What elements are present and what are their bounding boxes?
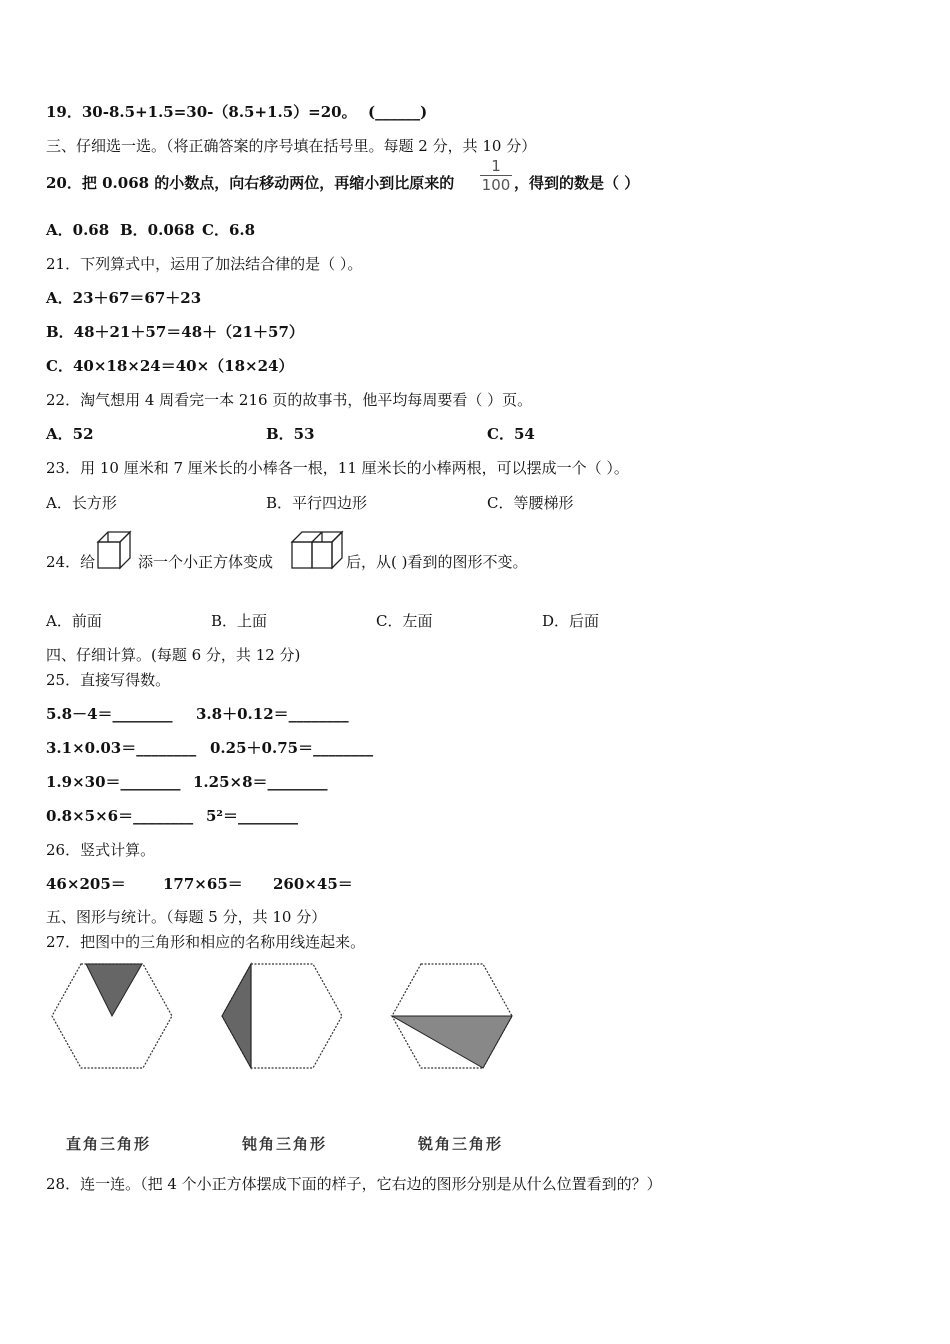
hexagon-figure-2 [220, 962, 344, 1070]
q24-option-b[interactable]: B．上面 [211, 612, 268, 630]
label-right-triangle: 直角三角形 [66, 1135, 152, 1153]
q24-option-d[interactable]: D．后面 [542, 612, 600, 630]
hexagon-figure-3 [390, 962, 514, 1070]
q27-text: 27．把图中的三角形和相应的名称用线连起来。 [46, 933, 366, 951]
label-obtuse-triangle: 钝角三角形 [242, 1135, 328, 1153]
q25-item[interactable]: 1.25×8＝________ [193, 773, 328, 791]
q23-option-a[interactable]: A．长方形 [46, 494, 117, 512]
q20-option-b[interactable]: B．0.068 [120, 221, 195, 239]
cube-two-figure [96, 528, 136, 570]
q28-text: 28．连一连。（把 4 个小正方体摆成下面的样子，它右边的图形分别是从什么位置看到的？） [46, 1175, 662, 1193]
q22-option-c[interactable]: C．54 [487, 425, 535, 443]
q20-option-c[interactable]: C．6.8 [202, 221, 256, 239]
q21-option-c[interactable]: C．40×18×24＝40×（18×24） [46, 357, 294, 375]
hexagon-figure-1 [50, 962, 174, 1070]
q20-text-after: ，得到的数是（ ） [514, 174, 640, 192]
section5-heading: 五、图形与统计。（每题 5 分，共 10 分） [46, 908, 327, 926]
q22-option-a[interactable]: A．52 [46, 425, 94, 443]
q19-answer-blank[interactable]: (______) [368, 103, 428, 121]
q20-fraction-numerator: 1 [491, 157, 501, 175]
q24-text-part3: 后，从( )看到的图形不变。 [346, 553, 528, 571]
q25-item[interactable]: 3.8＋0.12＝________ [196, 705, 349, 723]
q26-item[interactable]: 177×65＝ [163, 875, 243, 893]
q24-option-c[interactable]: C．左面 [376, 612, 433, 630]
section3-heading: 三、仔细选一选。（将正确答案的序号填在括号里。每题 2 分，共 10 分） [46, 137, 537, 155]
q21-option-b[interactable]: B．48＋21＋57＝48＋（21＋57） [46, 323, 304, 341]
q25-text: 25．直接写得数。 [46, 671, 171, 689]
q21-option-a[interactable]: A．23＋67＝67＋23 [46, 289, 202, 307]
q25-item[interactable]: 1.9×30＝________ [46, 773, 181, 791]
q26-item[interactable]: 46×205＝ [46, 875, 126, 893]
q24-option-a[interactable]: A．前面 [46, 612, 102, 630]
q21-text: 21．下列算式中，运用了加法结合律的是（ ）。 [46, 255, 363, 273]
q20-text-before: 20．把 0.068 的小数点，向右移动两位，再缩小到比原来的 [46, 174, 455, 192]
section4-heading: 四、仔细计算。(每题 6 分，共 12 分) [46, 646, 301, 664]
q24-text-part2: 添一个小正方体变成 [138, 553, 274, 571]
q23-option-c[interactable]: C．等腰梯形 [487, 494, 574, 512]
q20-fraction-denominator: 100 [481, 176, 511, 194]
label-acute-triangle: 锐角三角形 [418, 1135, 504, 1153]
q25-item[interactable]: 5.8－4＝________ [46, 705, 173, 723]
q26-item[interactable]: 260×45＝ [273, 875, 353, 893]
q22-option-b[interactable]: B．53 [266, 425, 315, 443]
q23-option-b[interactable]: B．平行四边形 [266, 494, 368, 512]
q22-text: 22．淘气想用 4 周看完一本 216 页的故事书，他平均每周要看（ ）页。 [46, 391, 533, 409]
cube-three-figure [290, 528, 346, 570]
q23-text: 23．用 10 厘米和 7 厘米长的小棒各一根，11 厘米长的小棒两根，可以摆成一个（ ）。 [46, 459, 629, 477]
q25-item[interactable]: 3.1×0.03＝________ [46, 739, 197, 757]
q19-text: 19．30-8.5+1.5=30-（8.5+1.5）=20。 [46, 103, 357, 121]
q25-item[interactable]: 0.25＋0.75＝________ [210, 739, 374, 757]
q20-option-a[interactable]: A．0.68 [46, 221, 110, 239]
q20-fraction [480, 158, 512, 193]
q25-item[interactable]: 0.8×5×6＝________ [46, 807, 194, 825]
q24-text-part1: 24．给 [46, 553, 96, 571]
q26-text: 26．竖式计算。 [46, 841, 156, 859]
q25-item[interactable]: 5²＝________ [206, 807, 299, 825]
